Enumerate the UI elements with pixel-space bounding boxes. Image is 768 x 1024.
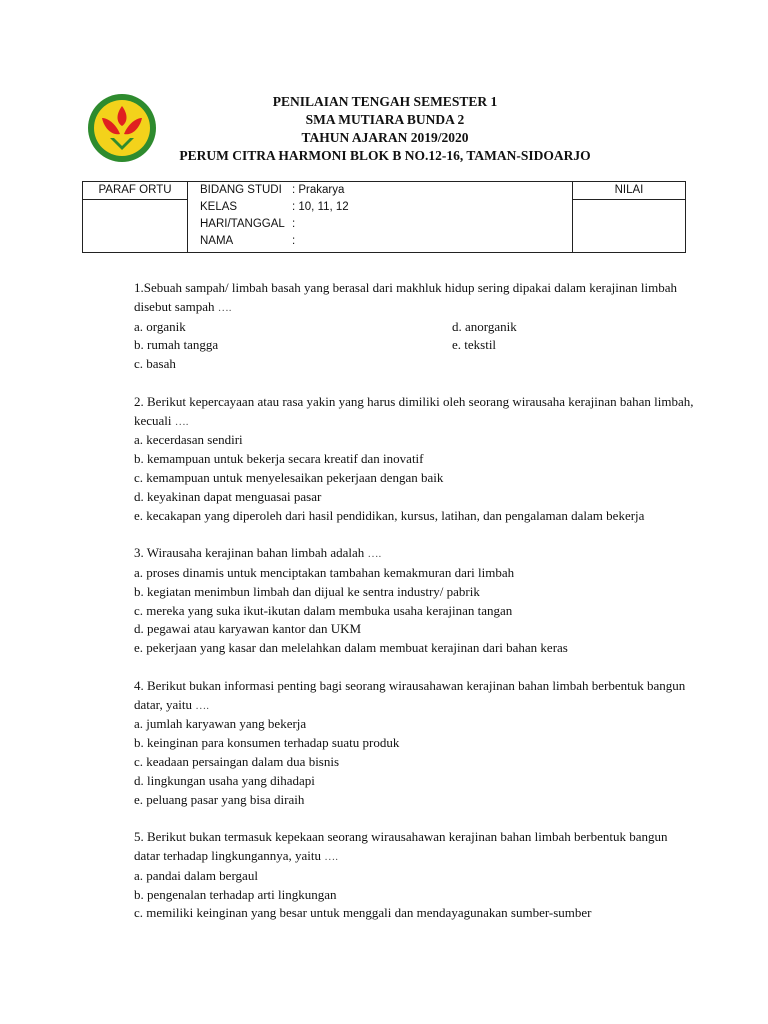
paraf-ortu-label: PARAF ORTU <box>83 182 187 200</box>
question-list <box>134 279 694 942</box>
option-c[interactable]: c. memiliki keinginan yang besar untuk menggali dan mendayagunakan sumber-sumber <box>134 905 592 921</box>
subject-details-cell <box>188 182 573 253</box>
option-e[interactable]: e. tekstil <box>452 337 497 353</box>
option-b[interactable]: b. kemampuan untuk bekerja secara kreatif dan inovatif <box>134 451 424 467</box>
class-value: : 10, 11, 12 <box>292 201 349 213</box>
option-e[interactable]: e. pekerjaan yang kasar dan melelahkan dalam membuat kerajinan dari bahan keras <box>134 640 568 656</box>
option-e[interactable]: e. peluang pasar yang bisa diraih <box>134 791 305 807</box>
subject-label: BIDANG STUDI <box>200 184 282 196</box>
question-text: 4. Berikut bukan informasi penting bagi seorang wirausahawan kerajinan bahan limbah berbentuk bangun datar, yaitu …. <box>134 677 686 712</box>
option-d[interactable]: d. lingkungan usaha yang dihadapi <box>134 772 315 788</box>
option-b[interactable]: b. keinginan para konsumen terhadap suatu produk <box>134 735 400 751</box>
date-label: HARI/TANGGAL <box>200 218 285 230</box>
info-table <box>82 181 686 253</box>
question-text: 3. Wirausaha kerajinan bahan limbah adalah …. <box>134 545 382 561</box>
nilai-cell <box>573 182 686 253</box>
name-label: NAMA <box>200 235 234 247</box>
question-text: 2. Berikut kepercayaan atau rasa yakin yang harus dimiliki oleh seorang wirausaha kerajinan bahan limbah, kecuali …. <box>134 393 694 428</box>
subject-row <box>188 182 572 199</box>
option-d[interactable]: d. keyakinan dapat menguasai pasar <box>134 488 322 504</box>
option-c[interactable]: c. keadaan persaingan dalam dua bisnis <box>134 753 340 769</box>
option-d[interactable]: d. anorganik <box>452 318 517 334</box>
paraf-ortu-signature-area[interactable] <box>83 200 187 252</box>
question-5 <box>134 828 694 923</box>
document-header <box>160 93 610 165</box>
question-3 <box>134 544 694 658</box>
subject-value: : Prakarya <box>292 184 345 196</box>
option-e[interactable]: e. kecakapan yang diperoleh dari hasil pendidikan, kursus, latihan, dan pengalaman dalam bekerja <box>134 507 645 523</box>
exam-title: PENILAIAN TENGAH SEMESTER 1 <box>272 94 498 109</box>
class-row <box>188 199 572 216</box>
school-address: PERUM CITRA HARMONI BLOK B NO.12-16, TAMAN-SIDOARJO <box>179 148 591 163</box>
option-a[interactable]: a. kecerdasan sendiri <box>134 432 243 448</box>
class-label: KELAS <box>200 201 238 213</box>
date-row <box>188 216 572 233</box>
nilai-score-area[interactable] <box>573 200 685 252</box>
date-value[interactable]: : <box>292 218 296 230</box>
option-a[interactable]: a. pandai dalam bergaul <box>134 867 258 883</box>
option-a[interactable]: a. proses dinamis untuk menciptakan tambahan kemakmuran dari limbah <box>134 564 515 580</box>
option-b[interactable]: b. pengenalan terhadap arti lingkungan <box>134 886 337 902</box>
option-c[interactable]: c. basah <box>134 356 176 372</box>
question-text: 5. Berikut bukan termasuk kepekaan seorang wirausahawan kerajinan bahan limbah berbentuk bangun datar terhadap lingkungannya, yaitu …. <box>134 829 668 863</box>
academic-year: TAHUN AJARAN 2019/2020 <box>301 130 469 145</box>
question-2 <box>134 393 694 526</box>
option-a[interactable]: a. organik <box>134 318 186 334</box>
name-row <box>188 233 572 250</box>
option-b[interactable]: b. kegiatan menimbun limbah dan dijual ke sentra industry/ pabrik <box>134 583 480 599</box>
option-b[interactable]: b. rumah tangga <box>134 337 219 353</box>
option-a[interactable]: a. jumlah karyawan yang bekerja <box>134 716 307 732</box>
question-text: 1.Sebuah sampah/ limbah basah yang berasal dari makhluk hidup sering dipakai dalam kerajinan limbah disebut sampah …. <box>134 280 677 314</box>
option-c[interactable]: c. kemampuan untuk menyelesaikan pekerjaan dengan baik <box>134 469 444 485</box>
option-c[interactable]: c. mereka yang suka ikut-ikutan dalam membuka usaha kerajinan tangan <box>134 602 513 618</box>
option-list <box>134 318 694 374</box>
question-4 <box>134 677 694 810</box>
nilai-label: NILAI <box>573 182 685 200</box>
question-1 <box>134 279 694 374</box>
name-value[interactable]: : <box>292 235 296 247</box>
paraf-ortu-cell <box>83 182 188 253</box>
option-d[interactable]: d. pegawai atau karyawan kantor dan UKM <box>134 621 362 637</box>
school-name: SMA MUTIARA BUNDA 2 <box>305 112 465 127</box>
